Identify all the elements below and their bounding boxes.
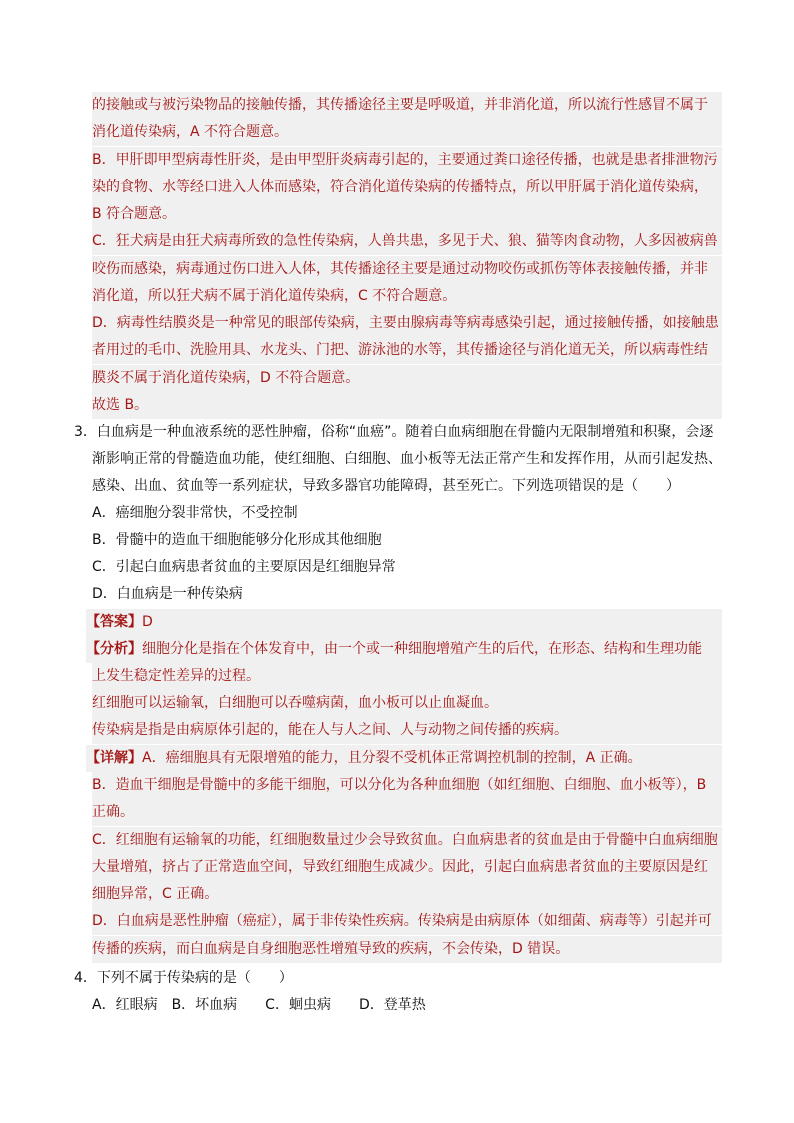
question-3-option-a: A．癌细胞分裂非常快，不受控制 xyxy=(92,505,298,521)
explanation-line: 膜炎不属于消化道传染病，D 不符合题意。 xyxy=(92,365,722,392)
detail-line: D．白血病是恶性肿瘤（癌症），属于非传染性疾病。传染病是由病原体（如细菌、病毒等）引起并可 xyxy=(92,908,722,935)
explanation-line: 者用过的毛巾、洗脸用具、水龙头、门把、游泳池的水等，其传播途径与消化道无关，所以病毒性结 xyxy=(92,337,722,364)
question-3-stem: 3．白血病是一种血液系统的恶性肿瘤，俗称“血癌”。随着白血病细胞在骨髓内无限制增殖和积聚，会逐 xyxy=(74,424,714,440)
explanation-line: 的接触或与被污染物品的接触传播，其传播途径主要是呼吸道，并非消化道，所以流行性感冒不属于 xyxy=(92,92,722,119)
detail-line: 大量增殖，挤占了正常造血空间，导致红细胞生成减少。因此，引起白血病患者贫血的主要原因是红 xyxy=(92,854,722,881)
question-4-stem: 4．下列不属于传染病的是（ ） xyxy=(74,970,293,986)
detail-line: B．造血干细胞是骨髓中的多能干细胞，可以分化为各种血细胞（如红细胞、白细胞、血小板等），B xyxy=(92,772,722,799)
question-4-options: A．红眼病 B．坏血病 C．蛔虫病 D．登革热 xyxy=(92,997,426,1013)
question-3-option-c: C．引起白血病患者贫血的主要原因是红细胞异常 xyxy=(92,559,396,575)
explanation-line: 消化道传染病，A 不符合题意。 xyxy=(92,119,722,146)
answer-tag: 【答案】 xyxy=(86,614,142,630)
analysis-line: 上发生稳定性差异的过程。 xyxy=(92,663,722,690)
analysis-line xyxy=(86,636,722,663)
detail-line xyxy=(86,745,722,772)
explanation-line: 消化道，所以狂犬病不属于消化道传染病，C 不符合题意。 xyxy=(92,283,722,310)
explanation-line: C．狂犬病是由狂犬病毒所致的急性传染病，人兽共患，多见于犬、狼、猫等肉食动物，人多因被病兽 xyxy=(92,228,722,255)
question-3-option-d: D．白血病是一种传染病 xyxy=(92,586,243,602)
detail-text: A．癌细胞具有无限增殖的能力，且分裂不受机体正常调控机制的控制，A 正确。 xyxy=(142,750,642,766)
question-3-stem: 感染、出血、贫血等一系列症状，导致多器官功能障碍，甚至死亡。下列选项错误的是（ ） xyxy=(92,478,680,494)
answer-line xyxy=(86,609,722,636)
explanation-line: 染的食物、水等经口进入人体而感染，符合消化道传染病的传播特点，所以甲肝属于消化道传染病， xyxy=(92,174,722,201)
answer-value: D xyxy=(142,614,153,630)
analysis-line: 红细胞可以运输氧，白细胞可以吞噬病菌，血小板可以止血凝血。 xyxy=(92,690,722,717)
explanation-line: D．病毒性结膜炎是一种常见的眼部传染病，主要由腺病毒等病毒感染引起，通过接触传播，如接触患 xyxy=(92,310,722,337)
explanation-conclusion: 故选 B。 xyxy=(92,392,722,419)
detail-tag: 【详解】 xyxy=(86,750,142,766)
analysis-line: 传染病是指是由病原体引起的，能在人与人之间、人与动物之间传播的疾病。 xyxy=(92,717,722,744)
detail-line: 正确。 xyxy=(92,799,722,826)
question-3-stem: 渐影响正常的骨髓造血功能，使红细胞、白细胞、血小板等无法正常产生和发挥作用，从而引起发热、 xyxy=(92,451,722,467)
question-3-option-b: B．骨髓中的造血干细胞能够分化形成其他细胞 xyxy=(92,532,382,548)
analysis-tag: 【分析】 xyxy=(86,641,142,657)
detail-line: C．红细胞有运输氧的功能，红细胞数量过少会导致贫血。白血病患者的贫血是由于骨髓中白血病细胞 xyxy=(92,827,722,854)
analysis-text: 细胞分化是指在个体发育中，由一个或一种细胞增殖产生的后代，在形态、结构和生理功能 xyxy=(142,641,702,657)
explanation-line: B 符合题意。 xyxy=(92,201,722,228)
explanation-line: B．甲肝即甲型病毒性肝炎，是由甲型肝炎病毒引起的，主要通过粪口途径传播，也就是患者排泄物污 xyxy=(92,147,722,174)
detail-line: 细胞异常，C 正确。 xyxy=(92,881,722,908)
detail-line: 传播的疾病，而白血病是自身细胞恶性增殖导致的疾病，不会传染，D 错误。 xyxy=(92,936,722,963)
explanation-line: 咬伤而感染，病毒通过伤口进入人体，其传播途径主要是通过动物咬伤或抓伤等体表接触传播，并非 xyxy=(92,256,722,283)
